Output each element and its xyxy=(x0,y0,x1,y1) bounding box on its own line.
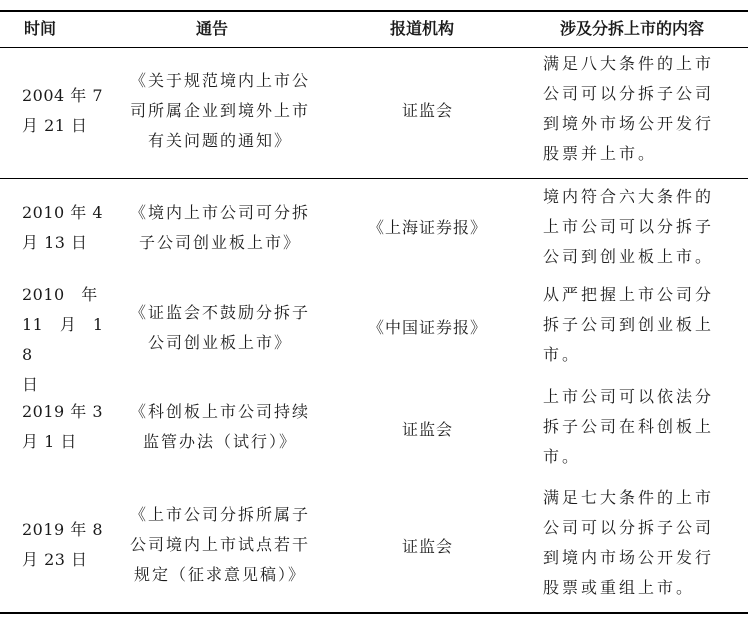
row-notice-title: 《科创板上市公司持续 监管办法（试行）》 xyxy=(129,402,310,451)
row-content: 上市公司可以依法分 拆子公司在科创板上 市。 xyxy=(543,387,715,466)
row-notice-title: 《关于规范境内上市公 司所属企业到境外上市 有关问题的通知》 xyxy=(129,71,310,150)
header-agency: 报道机构 xyxy=(390,19,455,38)
header-notice: 通告 xyxy=(196,19,229,38)
row-agency: 《中国证券报》 xyxy=(367,318,487,337)
row-agency: 证监会 xyxy=(401,537,453,556)
header-content: 涉及分拆上市的内容 xyxy=(560,19,705,38)
row-agency: 证监会 xyxy=(401,420,453,439)
row-content: 满足八大条件的上市 公司可以分拆子公司 到境外市场公开发行 股票并上市。 xyxy=(543,54,715,163)
row-notice-title: 《证监会不鼓励分拆子 公司创业板上市》 xyxy=(129,303,310,352)
row-date: 2019 年 3 月 1 日 xyxy=(22,402,104,451)
row-content: 从严把握上市公司分 拆子公司到创业板上 市。 xyxy=(543,285,715,364)
header-rule xyxy=(0,47,748,48)
table-top-rule xyxy=(0,10,748,12)
row-divider xyxy=(0,178,748,179)
row-notice-title: 《上市公司分拆所属子 公司境内上市试点若干 规定（征求意见稿）》 xyxy=(129,505,310,584)
row-date: 2010 年 11 月 18 日 xyxy=(22,285,104,394)
row-content: 境内符合六大条件的 上市公司可以分拆子 公司到创业板上市。 xyxy=(543,187,715,266)
row-agency: 《上海证券报》 xyxy=(367,218,487,237)
table-bottom-rule xyxy=(0,612,748,614)
row-date: 2019 年 8 月 23 日 xyxy=(22,520,104,569)
row-agency: 证监会 xyxy=(401,101,453,120)
row-content: 满足七大条件的上市 公司可以分拆子公司 到境内市场公开发行 股票或重组上市。 xyxy=(543,488,715,597)
row-date: 2010 年 4 月 13 日 xyxy=(22,203,104,252)
row-date: 2004 年 7 月 21 日 xyxy=(22,86,104,135)
row-notice-title: 《境内上市公司可分拆 子公司创业板上市》 xyxy=(129,203,310,252)
header-time: 时间 xyxy=(24,19,57,38)
